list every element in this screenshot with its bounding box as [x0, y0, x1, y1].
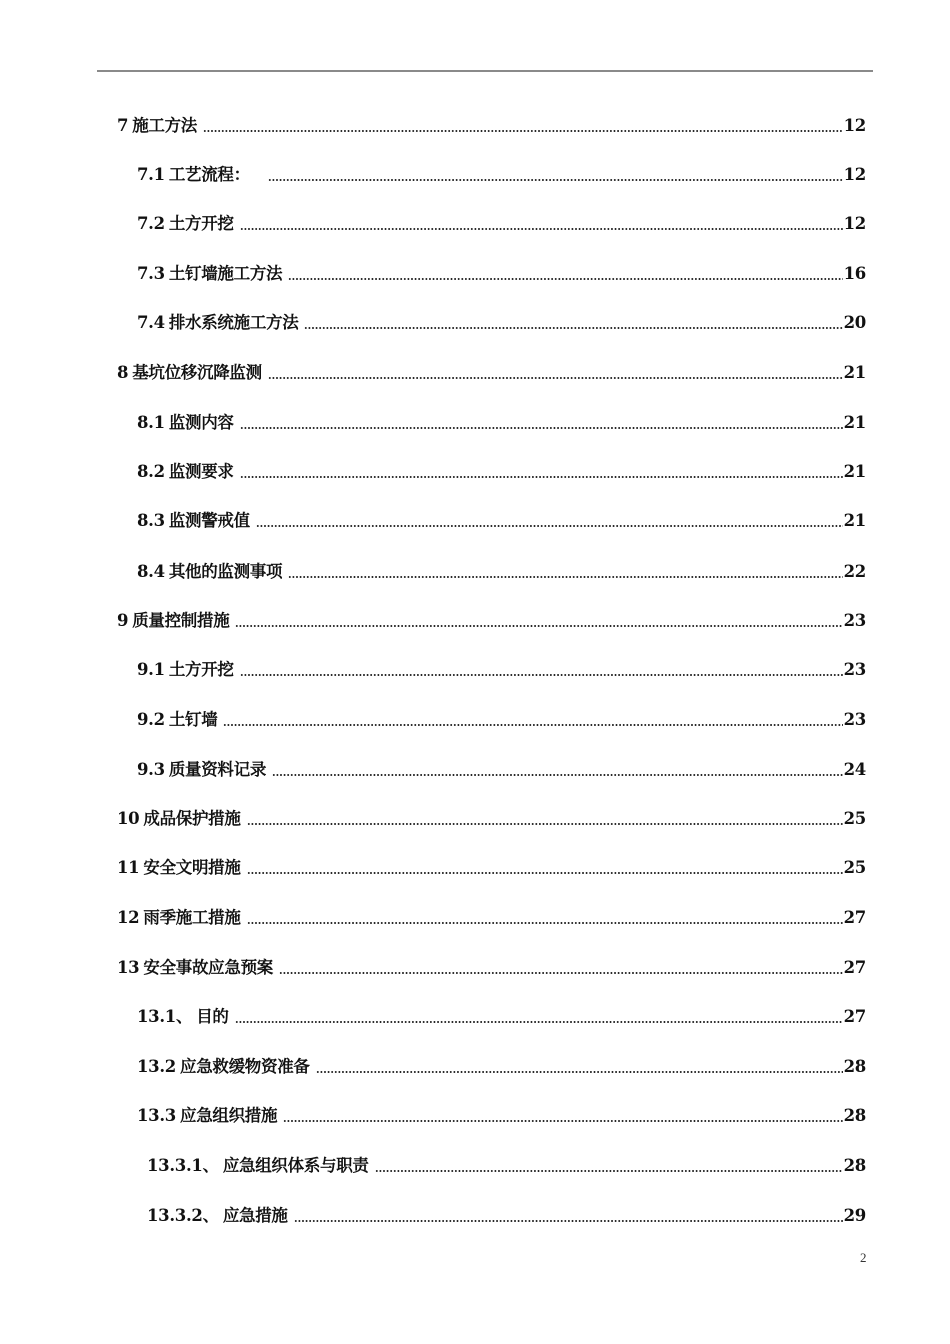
toc-page: 12	[843, 116, 866, 135]
toc-entry-9-2[interactable]	[137, 708, 866, 732]
toc-number: 8.1	[137, 413, 165, 432]
toc-number: 11	[117, 858, 140, 877]
toc-page: 21	[843, 511, 866, 530]
dot-leader	[240, 228, 843, 230]
toc-title: 土钉墙	[168, 710, 218, 729]
toc-title: 应急救缓物资准备	[180, 1057, 310, 1076]
toc-number: 7	[117, 116, 129, 135]
toc-number: 7.3	[137, 264, 165, 283]
toc-entry-13-3-1[interactable]	[147, 1154, 866, 1178]
toc-title: 监测内容	[168, 413, 234, 432]
toc-page: 28	[843, 1106, 866, 1125]
toc-title: 目的	[196, 1007, 229, 1026]
toc-title: 应急组织体系与职责	[222, 1156, 369, 1175]
dot-leader	[240, 674, 843, 676]
toc-number: 12	[117, 908, 140, 927]
toc-page: 27	[843, 1007, 866, 1026]
dot-leader	[203, 130, 843, 132]
dot-leader	[304, 327, 842, 329]
header-rule	[97, 70, 873, 72]
toc-page: 25	[843, 858, 866, 877]
toc-page: 28	[843, 1156, 866, 1175]
toc-page: 23	[843, 660, 866, 679]
toc-title: 质量资料记录	[168, 760, 267, 779]
dot-leader	[223, 724, 842, 726]
dot-leader	[375, 1170, 843, 1172]
toc-entry-7-3[interactable]	[137, 262, 866, 286]
toc-title: 工艺流程：	[168, 165, 250, 184]
dot-leader	[235, 625, 842, 627]
toc-entry-13-2[interactable]	[137, 1055, 866, 1079]
toc-entry-9-1[interactable]	[137, 658, 866, 682]
toc-page: 22	[843, 562, 866, 581]
toc-page: 23	[843, 611, 866, 630]
dot-leader	[288, 576, 842, 578]
toc-number: 9.3	[137, 760, 165, 779]
dot-leader	[247, 922, 843, 924]
toc-title: 应急措施	[222, 1206, 288, 1225]
toc-title: 土钉墙施工方法	[168, 264, 283, 283]
toc-page: 21	[843, 363, 866, 382]
toc-title: 其他的监测事项	[168, 562, 283, 581]
dot-leader	[235, 1021, 843, 1023]
toc-number: 8	[117, 363, 129, 382]
dot-leader	[240, 427, 843, 429]
toc-page: 25	[843, 809, 866, 828]
dot-leader	[247, 872, 843, 874]
dot-leader	[268, 179, 843, 181]
toc-title: 土方开挖	[168, 214, 234, 233]
toc-page: 24	[843, 760, 866, 779]
toc-entry-8-3[interactable]	[137, 509, 866, 533]
toc-entry-8[interactable]	[117, 361, 866, 385]
toc-number: 9	[117, 611, 129, 630]
toc-page: 12	[843, 214, 866, 233]
toc-entry-9[interactable]	[117, 609, 866, 633]
toc-page: 16	[843, 264, 866, 283]
toc-number: 13.2	[137, 1057, 176, 1076]
toc-number: 13.3.1、	[147, 1156, 219, 1175]
toc-number: 13.3	[137, 1106, 176, 1125]
dot-leader	[294, 1220, 843, 1222]
toc-entry-13-3[interactable]	[137, 1104, 866, 1128]
toc-entry-13-1[interactable]	[137, 1005, 866, 1029]
toc-page: 28	[843, 1057, 866, 1076]
toc-title: 基坑位移沉降监测	[132, 363, 262, 382]
toc-number: 7.2	[137, 214, 165, 233]
dot-leader	[316, 1071, 843, 1073]
toc-page: 23	[843, 710, 866, 729]
page-number: 2	[860, 1250, 867, 1265]
toc-title: 施工方法	[132, 116, 197, 135]
dot-leader	[247, 823, 843, 825]
toc-entry-7-2[interactable]	[137, 212, 866, 236]
dot-leader	[268, 377, 843, 379]
toc-title: 土方开挖	[168, 660, 234, 679]
toc-entry-7[interactable]	[117, 114, 866, 138]
toc-entry-8-1[interactable]	[137, 411, 866, 435]
toc-page: 27	[843, 958, 866, 977]
dot-leader	[256, 525, 843, 527]
toc-title: 监测要求	[168, 462, 234, 481]
dot-leader	[240, 476, 843, 478]
toc-title: 雨季施工措施	[143, 908, 241, 927]
toc-entry-7-1[interactable]	[137, 163, 866, 187]
toc-page: 12	[843, 165, 866, 184]
toc-number: 10	[117, 809, 140, 828]
toc-title: 应急组织措施	[180, 1106, 278, 1125]
toc-number: 7.4	[137, 313, 165, 332]
toc-number: 8.2	[137, 462, 165, 481]
toc-page: 21	[843, 462, 866, 481]
toc-entry-10[interactable]	[117, 807, 866, 831]
toc-entry-13[interactable]	[117, 956, 866, 980]
toc-title: 安全文明措施	[143, 858, 241, 877]
toc-number: 13.3.2、	[147, 1206, 219, 1225]
toc-title: 成品保护措施	[143, 809, 241, 828]
toc-page: 21	[843, 413, 866, 432]
dot-leader	[272, 774, 843, 776]
toc-page: 27	[843, 908, 866, 927]
toc-number: 8.3	[137, 511, 165, 530]
toc-entry-8-4[interactable]	[137, 560, 866, 584]
toc-title: 排水系统施工方法	[168, 313, 299, 332]
toc-number: 13.1、	[137, 1007, 193, 1026]
dot-leader	[288, 278, 842, 280]
toc-entry-9-3[interactable]	[137, 758, 866, 782]
toc-page: 29	[843, 1206, 866, 1225]
toc-title: 监测警戒值	[168, 511, 250, 530]
toc-number: 7.1	[137, 165, 165, 184]
toc-number: 9.2	[137, 710, 165, 729]
toc-number: 13	[117, 958, 140, 977]
toc-number: 9.1	[137, 660, 165, 679]
dot-leader	[279, 972, 843, 974]
toc-title: 质量控制措施	[132, 611, 230, 630]
toc-entry-13-3-2[interactable]	[147, 1204, 866, 1228]
dot-leader	[283, 1120, 842, 1122]
toc-page: 20	[843, 313, 866, 332]
toc-entry-11[interactable]	[117, 856, 866, 880]
toc-title: 安全事故应急预案	[143, 958, 273, 977]
toc-number: 8.4	[137, 562, 165, 581]
toc-entry-12[interactable]	[117, 906, 866, 930]
toc-entry-8-2[interactable]	[137, 460, 866, 484]
toc-entry-7-4[interactable]	[137, 311, 866, 335]
